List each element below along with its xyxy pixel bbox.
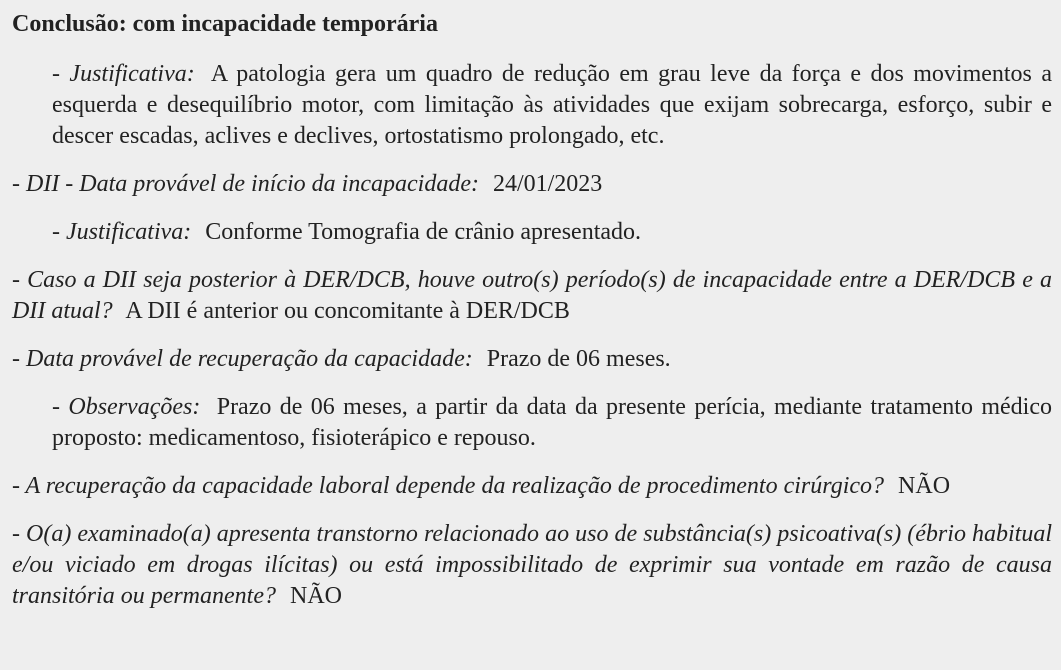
dii-label: - DII - Data provável de início da incapacidade:: [12, 171, 479, 197]
der-dcb-answer: A DII é anterior ou concomitante à DER/DCB: [125, 298, 570, 324]
substance-question: - O(a) examinado(a) apresenta transtorno relacionado ao uso de substância(s) psicoativa(s) (ébrio habitual e/ou viciado em drogas ilícitas) ou está impossibilitado de exprimir sua vontade em razão de causa transitória ou permanente?: [12, 521, 1052, 609]
conclusion-heading: Conclusão: com incapacidade temporária: [12, 11, 438, 37]
substance-answer: NÃO: [290, 583, 342, 609]
surgery-answer: NÃO: [898, 473, 951, 499]
observations-paragraph: [52, 392, 1052, 454]
recovery-date-paragraph: [12, 344, 1052, 375]
dii-paragraph: [12, 169, 1052, 200]
justification-paragraph: [52, 59, 1052, 152]
dii-justification-label: - Justificativa:: [52, 219, 192, 245]
der-dcb-paragraph: [12, 265, 1052, 327]
justification-label: - Justificativa:: [52, 61, 195, 87]
justification-text: A patologia gera um quadro de redução em grau leve da força e dos movimentos a esquerda e desequilíbrio motor, com limitação às atividades que exijam sobrecarga, esforço, subir e descer escadas, aclives e declives, ortostatismo prolongado, etc.: [52, 61, 1052, 149]
surgery-paragraph: [12, 471, 1052, 502]
dii-justification-text: Conforme Tomografia de crânio apresentado.: [205, 219, 642, 245]
recovery-date-value: Prazo de 06 meses.: [486, 346, 671, 372]
substance-paragraph: [12, 519, 1052, 612]
surgery-question: - A recuperação da capacidade laboral depende da realização de procedimento cirúrgico?: [12, 473, 885, 499]
dii-date: 24/01/2023: [492, 171, 603, 197]
observations-text: Prazo de 06 meses, a partir da data da presente perícia, mediante tratamento médico proposto: medicamentoso, fisioterápico e repouso.: [52, 394, 1052, 451]
dii-justification-paragraph: [52, 217, 1052, 248]
recovery-date-label: - Data provável de recuperação da capacidade:: [12, 346, 473, 372]
observations-label: - Observações:: [52, 394, 201, 420]
der-dcb-question: - Caso a DII seja posterior à DER/DCB, houve outro(s) período(s) de incapacidade entre a DER/DCB e a DII atual?: [12, 267, 1052, 324]
